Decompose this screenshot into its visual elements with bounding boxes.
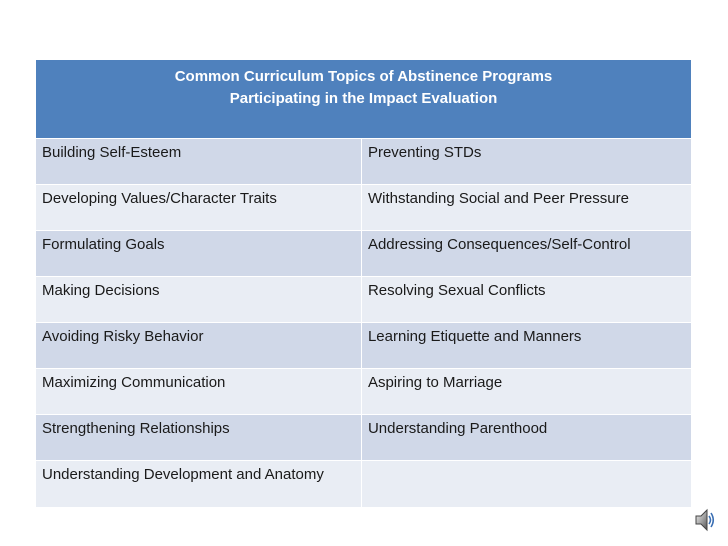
- topic-cell: Formulating Goals: [42, 236, 165, 253]
- topic-cell: Making Decisions: [42, 282, 160, 299]
- curriculum-table: [36, 60, 692, 508]
- table-row: [36, 369, 692, 415]
- table-row: [36, 139, 692, 185]
- topic-cell: Learning Etiquette and Manners: [367, 328, 582, 345]
- table-row: [36, 415, 692, 461]
- topic-cell: Resolving Sexual Conflicts: [367, 282, 546, 299]
- table-row: [36, 323, 692, 369]
- topic-cell: Addressing Consequences/Self-Control: [367, 236, 631, 253]
- topic-cell: Building Self-Esteem: [42, 144, 182, 161]
- topic-cell: Strengthening Relationships: [42, 420, 230, 437]
- topic-cell: Developing Values/Character Traits: [42, 190, 277, 207]
- topic-cell: Aspiring to Marriage: [367, 374, 503, 391]
- topic-cell: Understanding Parenthood: [367, 420, 548, 437]
- table-row: [36, 185, 692, 231]
- table-row: [36, 231, 692, 277]
- topic-cell: Avoiding Risky Behavior: [42, 328, 204, 345]
- topic-cell: Maximizing Communication: [42, 374, 226, 391]
- table-row: [36, 277, 692, 323]
- table-row: [36, 461, 692, 508]
- topic-cell: Understanding Development and Anatomy: [42, 466, 324, 483]
- table-header: [36, 60, 692, 139]
- topic-cell: Withstanding Social and Peer Pressure: [367, 190, 629, 207]
- topic-cell: [362, 461, 691, 464]
- topic-cell: Preventing STDs: [367, 144, 482, 161]
- header-line-2: Participating in the Impact Evaluation: [229, 90, 498, 107]
- speaker-icon[interactable]: [694, 508, 716, 532]
- header-line-1: Common Curriculum Topics of Abstinence Programs: [174, 68, 553, 85]
